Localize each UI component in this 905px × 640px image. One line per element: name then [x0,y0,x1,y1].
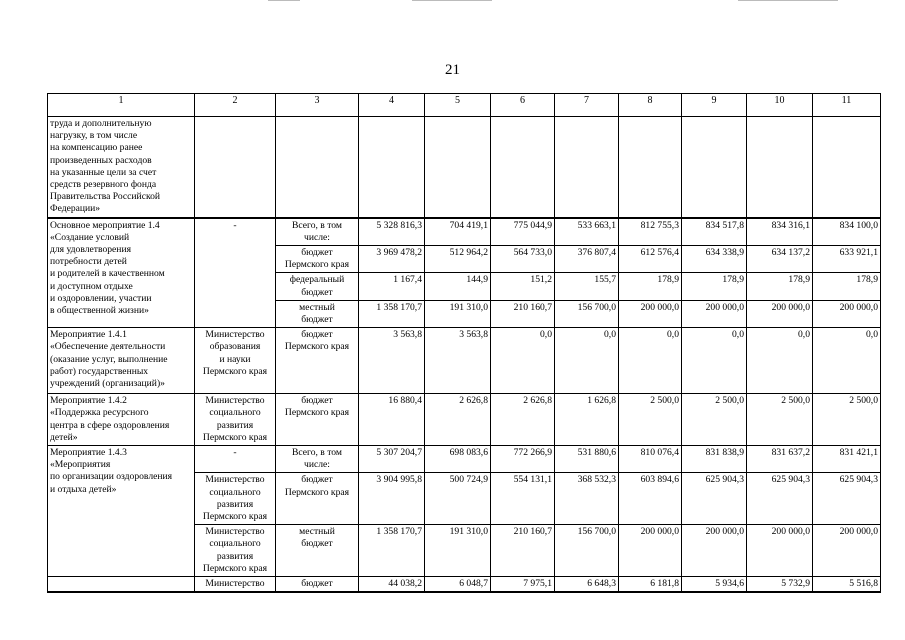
value-cell: 200 000,0 [682,300,747,327]
budget-table [47,93,881,593]
value-cell: 156 700,0 [555,300,619,327]
executor-cell: - [195,446,276,473]
value-cell: 2 500,0 [682,394,747,446]
value-cell: 178,9 [747,273,813,300]
value-cell: 210 160,7 [491,525,555,577]
executor-cell: - [195,218,276,328]
value-cell: 1 626,8 [555,394,619,446]
value-cell: 44 038,2 [359,577,425,593]
value-cell: 200 000,0 [813,525,881,577]
value-cell: 564 733,0 [491,246,555,273]
value-cell: 6 648,3 [555,577,619,593]
value-cell: 3 563,8 [359,328,425,394]
value-cell: 634 338,9 [682,246,747,273]
column-number: 4 [359,94,425,117]
value-cell: 1 358 170,7 [359,525,425,577]
value-cell: 7 975,1 [491,577,555,593]
scan-line [412,0,492,1]
source-cell: бюджет [276,577,359,593]
column-number: 10 [747,94,813,117]
value-cell: 210 160,7 [491,300,555,327]
value-cell: 144,9 [425,273,491,300]
activity-title: Основное мероприятие 1.4 «Создание условий для удовлетворения потребности детей и родителей в качественном и доступном отдыхе и оздоровлении, участии в общественной жизни» [48,218,195,328]
value-cell: 0,0 [555,328,619,394]
value-cell: 151,2 [491,273,555,300]
value-cell: 2 500,0 [747,394,813,446]
column-number: 2 [195,94,276,117]
value-cell: 5 934,6 [682,577,747,593]
executor-cell: Министерство социального развития Пермского края [195,525,276,577]
value-cell: 512 964,2 [425,246,491,273]
column-number: 8 [619,94,682,117]
column-number: 3 [276,94,359,117]
value-cell: 3 969 478,2 [359,246,425,273]
table-row [48,218,881,246]
value-cell: 200 000,0 [747,525,813,577]
value-cell: 633 921,1 [813,246,881,273]
source-cell: Всего, в том числе: [276,446,359,473]
value-cell: 0,0 [747,328,813,394]
executor-cell: Министерство образования и науки Пермского края [195,328,276,394]
value-cell: 834 100,0 [813,218,881,246]
value-cell: 0,0 [682,328,747,394]
source-cell: местный бюджет [276,525,359,577]
value-cell: 5 328 816,3 [359,218,425,246]
value-cell: 200 000,0 [747,300,813,327]
column-number: 5 [425,94,491,117]
value-cell: 612 576,4 [619,246,682,273]
column-number: 1 [48,94,195,117]
value-cell: 5 516,8 [813,577,881,593]
value-cell: 554 131,1 [491,473,555,525]
value-cell: 200 000,0 [619,525,682,577]
scan-line [738,0,838,1]
executor-cell: Министерство [195,577,276,593]
value-cell: 2 500,0 [813,394,881,446]
activity-title: Мероприятие 1.4.1 «Обеспечение деятельности (оказание услуг, выполнение работ) государственных учреждений (организаций)» [48,328,195,394]
value-cell: 200 000,0 [619,300,682,327]
value-cell: 0,0 [619,328,682,394]
value-cell: 178,9 [813,273,881,300]
activity-title: Мероприятие 1.4.2 «Поддержка ресурсного центра в сфере оздоровления детей» [48,394,195,446]
page-number: 21 [445,62,460,78]
value-cell: 178,9 [619,273,682,300]
value-cell: 810 076,4 [619,446,682,473]
value-cell: 178,9 [682,273,747,300]
value-cell: 1 358 170,7 [359,300,425,327]
table-row [48,394,881,446]
value-cell: 704 419,1 [425,218,491,246]
value-cell: 531 880,6 [555,446,619,473]
value-cell: 3 904 995,8 [359,473,425,525]
value-cell: 533 663,1 [555,218,619,246]
value-cell: 812 755,3 [619,218,682,246]
value-cell: 625 904,3 [682,473,747,525]
value-cell: 834 316,1 [747,218,813,246]
source-cell: бюджет Пермского края [276,473,359,525]
value-cell: 6 181,8 [619,577,682,593]
value-cell: 831 637,2 [747,446,813,473]
table-row [48,328,881,394]
value-cell: 191 310,0 [425,525,491,577]
value-cell: 698 083,6 [425,446,491,473]
value-cell: 376 807,4 [555,246,619,273]
column-number: 9 [682,94,747,117]
value-cell: 625 904,3 [813,473,881,525]
value-cell: 831 838,9 [682,446,747,473]
value-cell: 156 700,0 [555,525,619,577]
value-cell: 155,7 [555,273,619,300]
column-number: 7 [555,94,619,117]
value-cell: 5 307 204,7 [359,446,425,473]
value-cell: 2 626,8 [425,394,491,446]
value-cell: 3 563,8 [425,328,491,394]
value-cell: 200 000,0 [682,525,747,577]
value-cell: 603 894,6 [619,473,682,525]
value-cell: 6 048,7 [425,577,491,593]
value-cell: 2 626,8 [491,394,555,446]
source-cell: бюджет Пермского края [276,328,359,394]
value-cell: 200 000,0 [813,300,881,327]
value-cell: 16 880,4 [359,394,425,446]
column-number: 6 [491,94,555,117]
scan-line [268,0,300,1]
activity-title: Мероприятие 1.4.3 «Мероприятия по организации оздоровления и отдыха детей» [48,446,195,577]
continuation-row [48,117,881,218]
value-cell: 831 421,1 [813,446,881,473]
source-cell: бюджет Пермского края [276,246,359,273]
executor-cell: Министерство социального развития Пермского края [195,394,276,446]
value-cell: 368 532,3 [555,473,619,525]
value-cell: 191 310,0 [425,300,491,327]
continuation-text: труда и дополнительную нагрузку, в том числе на компенсацию ранее произведенных расходов на указанные цели за счет средств резервного фонда Правительства Российской Федерации» [48,117,195,218]
value-cell: 0,0 [491,328,555,394]
value-cell: 2 500,0 [619,394,682,446]
value-cell: 634 137,2 [747,246,813,273]
value-cell: 834 517,8 [682,218,747,246]
value-cell: 772 266,9 [491,446,555,473]
column-number: 11 [813,94,881,117]
value-cell: 1 167,4 [359,273,425,300]
table-row [48,446,881,473]
executor-cell: Министерство социального развития Пермского края [195,473,276,525]
source-cell: Всего, в том числе: [276,218,359,246]
source-cell: местный бюджет [276,300,359,327]
column-number-row [48,94,881,117]
table-row [48,577,881,593]
value-cell: 5 732,9 [747,577,813,593]
value-cell: 0,0 [813,328,881,394]
source-cell: бюджет Пермского края [276,394,359,446]
source-cell: федеральный бюджет [276,273,359,300]
value-cell: 625 904,3 [747,473,813,525]
value-cell: 500 724,9 [425,473,491,525]
value-cell: 775 044,9 [491,218,555,246]
